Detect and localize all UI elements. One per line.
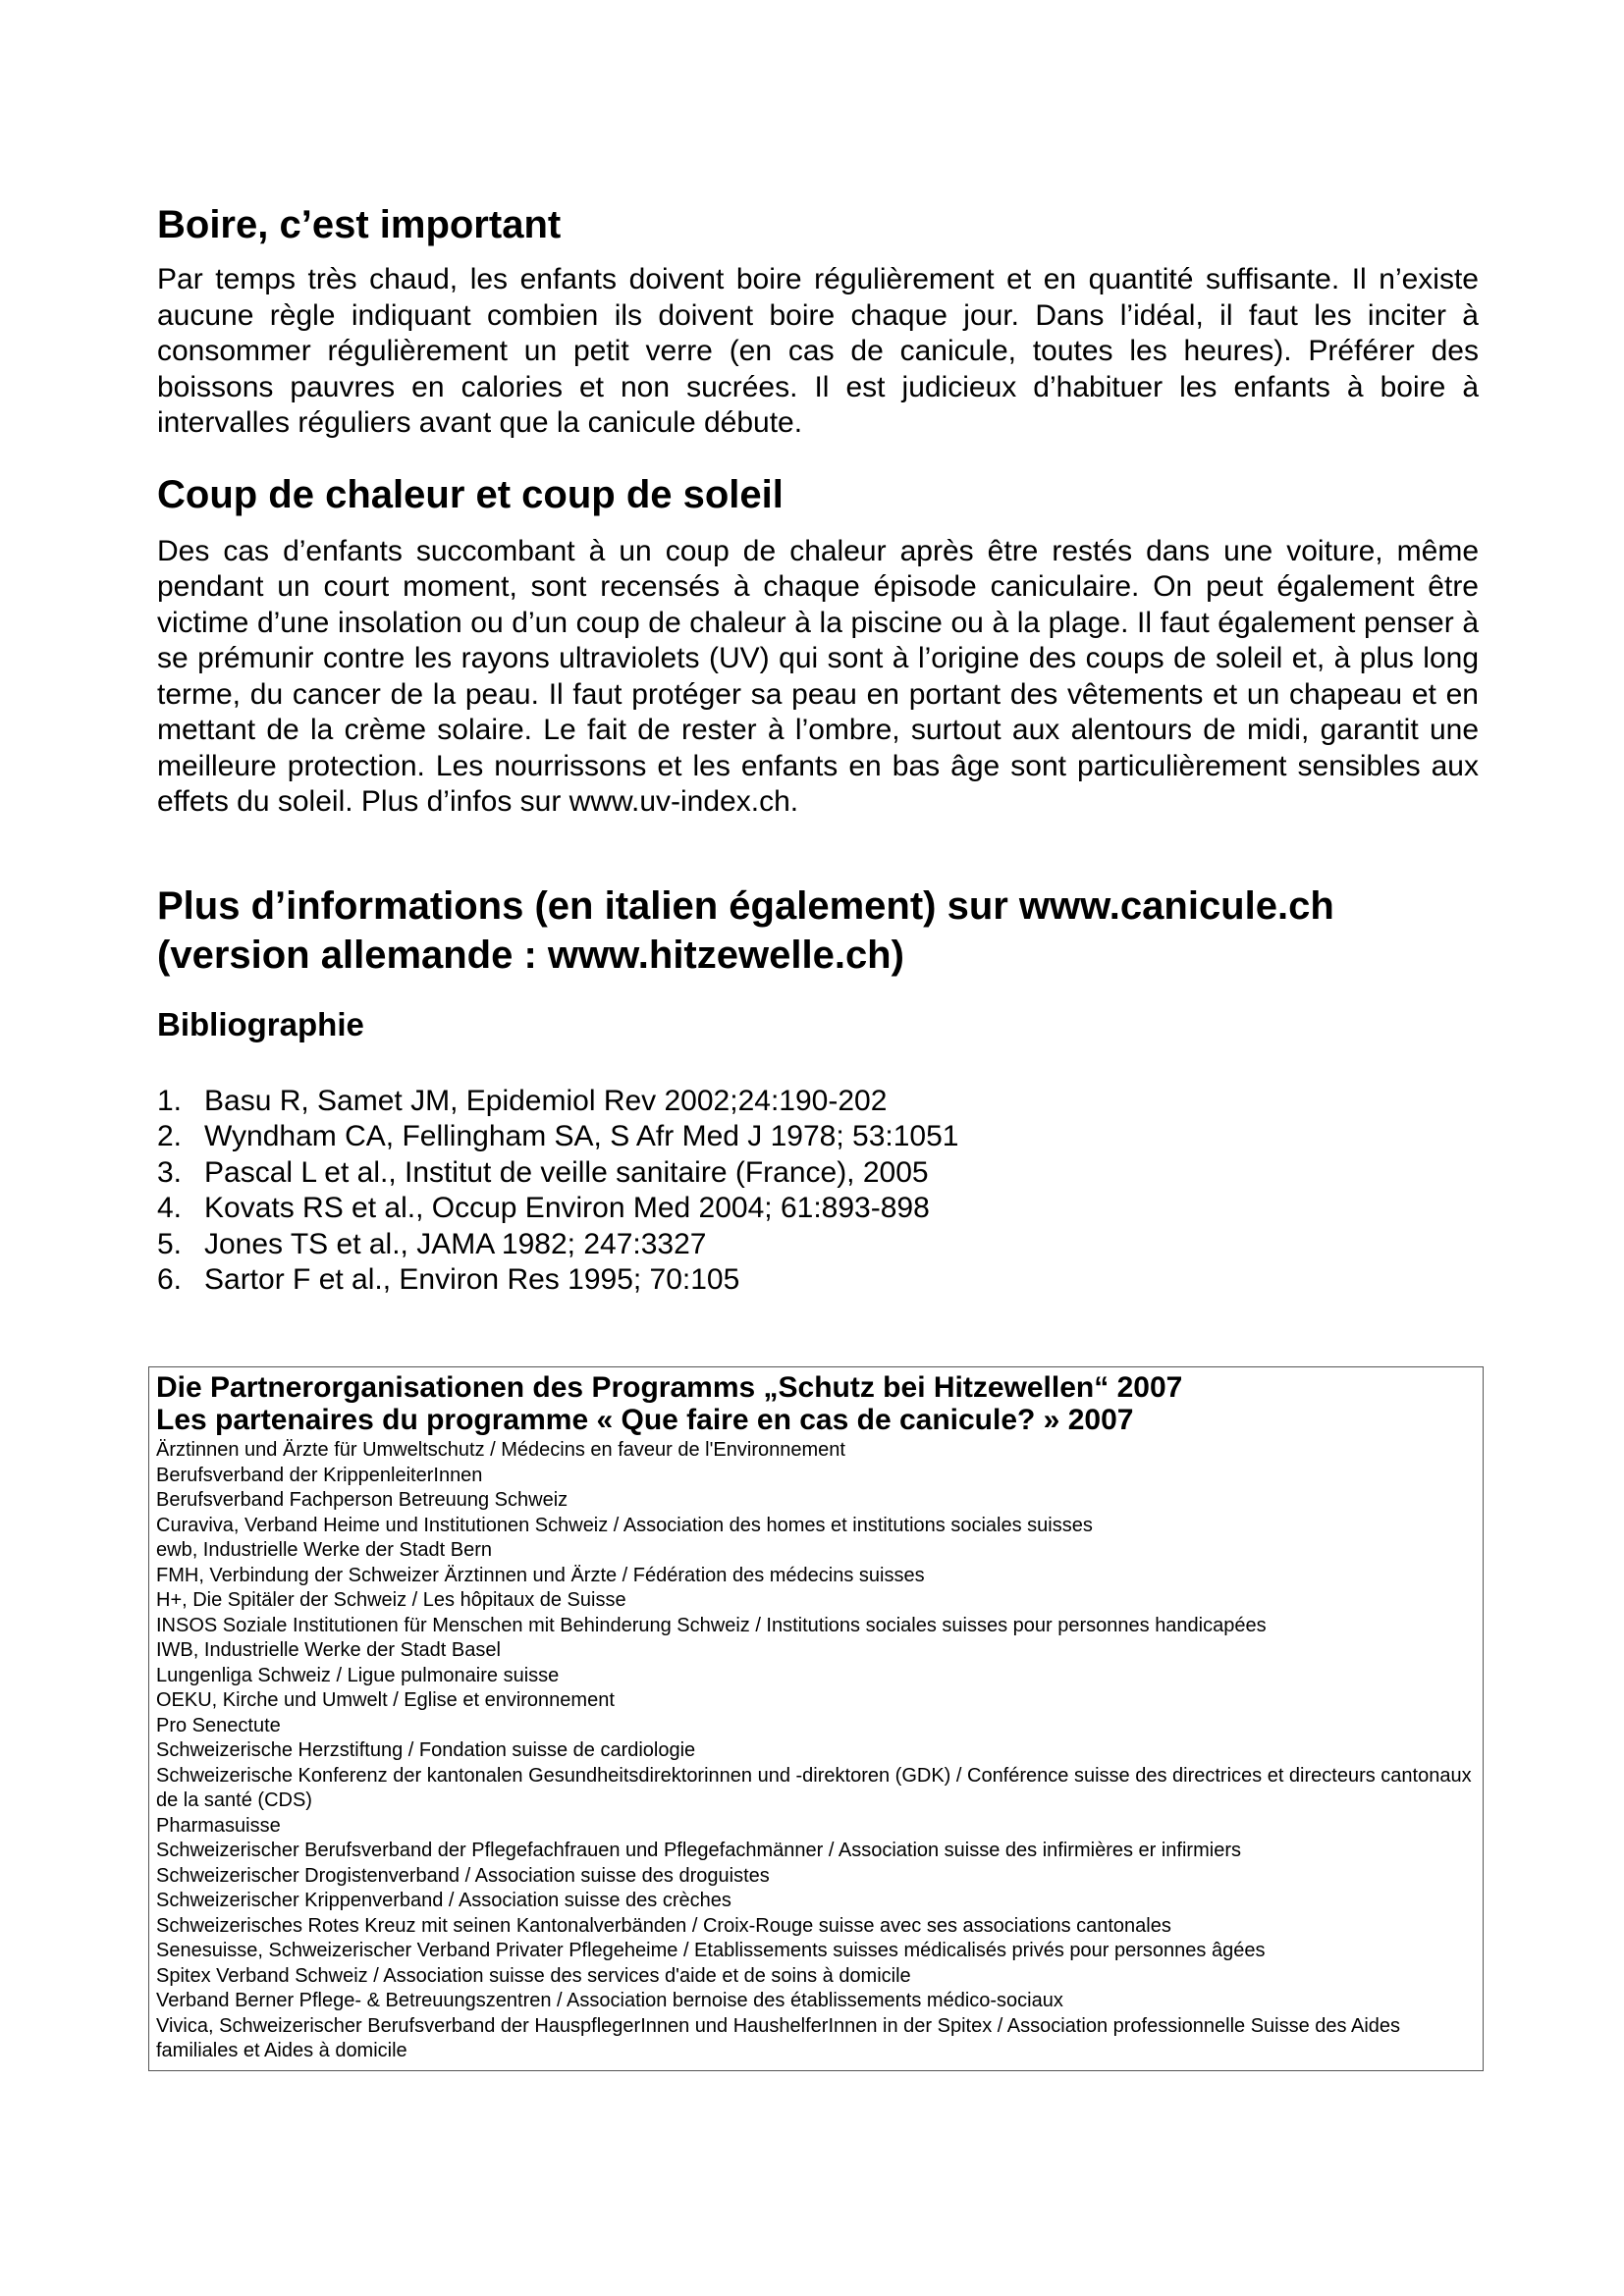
bibliography-item [157, 1155, 1479, 1192]
partners-box [148, 1366, 1484, 2071]
partner-item: Vivica, Schweizerischer Berufsverband der HauspflegerInnen und HaushelferInnen in der Spitex / Association professionnelle Suisse des Aides familiales et Aides à domicile [156, 2014, 1401, 2061]
bibliography-text: Basu R, Samet JM, Epidemiol Rev 2002;24:190-202 [204, 1084, 888, 1117]
partner-item: ewb, Industrielle Werke der Stadt Bern [156, 1539, 493, 1561]
bibliography-text: Pascal L et al., Institut de veille sanitaire (France), 2005 [204, 1155, 929, 1189]
more-info-line-1: Plus d’informations (en italien également) sur www.canicule.ch [157, 883, 1334, 928]
partner-item: Schweizerische Herzstiftung / Fondation suisse de cardiologie [156, 1739, 696, 1761]
bibliography-text: Wyndham CA, Fellingham SA, S Afr Med J 1978; 53:1051 [204, 1120, 959, 1152]
partner-item: Schweizerischer Drogistenverband / Association suisse des droguistes [156, 1864, 770, 1887]
partner-item: Curaviva, Verband Heime und Institutionen Schweiz / Association des homes et institutions sociales suisses [156, 1514, 1093, 1536]
partner-item: Schweizerisches Rotes Kreuz mit seinen Kantonalverbänden / Croix-Rouge suisse avec ses associations cantonales [156, 1914, 1171, 1937]
bibliography-number: 4. [157, 1192, 183, 1224]
partner-item: Spitex Verband Schweiz / Association suisse des services d'aide et de soins à domicile [156, 1964, 911, 1987]
bibliography-number: 2. [157, 1120, 183, 1152]
partner-item: H+, Die Spitäler der Schweiz / Les hôpitaux de Suisse [156, 1589, 626, 1611]
partner-item: IWB, Industrielle Werke der Stadt Basel [156, 1639, 501, 1661]
partner-list [156, 1438, 1476, 2064]
bibliography-number: 3. [157, 1155, 183, 1189]
partner-item: INSOS Soziale Institutionen für Menschen mit Behinderung Schweiz / Institutions sociales suisses pour personnes handicapées [156, 1614, 1267, 1636]
partner-item: OEKU, Kirche und Umwelt / Eglise et environnement [156, 1689, 615, 1711]
partner-item: Pharmasuisse [156, 1814, 281, 1837]
document-content [157, 201, 1479, 1299]
bibliography-item [157, 1084, 1479, 1120]
bibliography-text: Kovats RS et al., Occup Environ Med 2004; 61:893-898 [204, 1192, 930, 1224]
partner-item: Berufsverband Fachperson Betreuung Schweiz [156, 1489, 568, 1511]
bibliography-text: Jones TS et al., JAMA 1982; 247:3327 [204, 1227, 707, 1260]
partners-title-german: Die Partnerorganisationen des Programms „Schutz bei Hitzewellen“ 2007 [156, 1371, 1183, 1404]
partner-item: Pro Senectute [156, 1714, 281, 1736]
partner-item: Lungenliga Schweiz / Ligue pulmonaire suisse [156, 1664, 560, 1686]
partner-item: Senesuisse, Schweizerischer Verband Privater Pflegeheime / Etablissements suisses médicalisés privés pour personnes âgées [156, 1940, 1266, 1961]
partner-item: Berufsverband der KrippenleiterInnen [156, 1464, 483, 1486]
section-body-drinking: Par temps très chaud, les enfants doivent boire régulièrement et en quantité suffisante. Il n’existe aucune règle indiquant combien ils doivent boire chaque jour. Dans l’idéal, il faut les inciter à consommer régulièrement un petit verre (en cas de canicule, toutes les heures). Préférer des boissons pauvres en calories et non sucrées. Il est judicieux d’habituer les enfants à boire à intervalles réguliers avant que la canicule débute. [157, 263, 1479, 439]
partner-item: Schweizerische Konferenz der kantonalen Gesundheitsdirektorinnen und -direktoren (GDK) / Conférence suisse des directrices et directeurs cantonaux de la santé (CDS) [156, 1764, 1472, 1811]
partner-item: Ärztinnen und Ärzte für Umweltschutz / Médecins en faveur de l'Environnement [156, 1439, 845, 1461]
bibliography-list [157, 1084, 1479, 1299]
bibliography-number: 5. [157, 1227, 183, 1260]
partner-item: Schweizerischer Krippenverband / Association suisse des crèches [156, 1890, 731, 1911]
partner-item: FMH, Verbindung der Schweizer Ärztinnen und Ärzte / Fédération des médecins suisses [156, 1564, 925, 1586]
more-info-line-2: (version allemande : www.hitzewelle.ch) [157, 933, 904, 977]
section-body-heatstroke: Des cas d’enfants succombant à un coup de chaleur après être restés dans une voiture, même pendant un court moment, sont recensés à chaque épisode caniculaire. On peut également être victime d’une insolation ou d’un coup de chaleur à la piscine ou à la plage. Il faut également penser à se prémunir contre les rayons ultraviolets (UV) qui sont à l’origine des coups de soleil et, à plus long terme, du cancer de la peau. Il faut protéger sa peau en portant des vêtements et un chapeau et en mettant de la crème solaire. Le fait de rester à l’ombre, surtout aux alentours de midi, garantit une meilleure protection. Les nourrissons et les enfants en bas âge sont particulièrement sensibles aux effets du soleil. Plus d’infos sur www.uv-index.ch. [157, 534, 1479, 818]
bibliography-heading: Bibliographie [157, 1005, 364, 1042]
partner-item: Verband Berner Pflege- & Betreuungszentren / Association bernoise des établissements médico-sociaux [156, 1990, 1063, 2011]
bibliography-item [157, 1262, 1479, 1299]
section-heading-drinking: Boire, c’est important [157, 203, 562, 246]
bibliography-text: Sartor F et al., Environ Res 1995; 70:105 [204, 1263, 740, 1296]
bibliography-item [157, 1227, 1479, 1263]
bibliography-number: 6. [157, 1263, 183, 1296]
section-heading-heatstroke: Coup de chaleur et coup de soleil [157, 472, 784, 516]
bibliography-item [157, 1119, 1479, 1155]
more-info-heading [157, 881, 1479, 980]
partners-title-french: Les partenaires du programme « Que faire en cas de canicule? » 2007 [156, 1404, 1134, 1436]
partner-item: Schweizerischer Berufsverband der Pflegefachfrauen und Pflegefachmänner / Association suisse des infirmières er infirmiers [156, 1840, 1241, 1861]
bibliography-item [157, 1191, 1479, 1227]
bibliography-number: 1. [157, 1084, 183, 1117]
